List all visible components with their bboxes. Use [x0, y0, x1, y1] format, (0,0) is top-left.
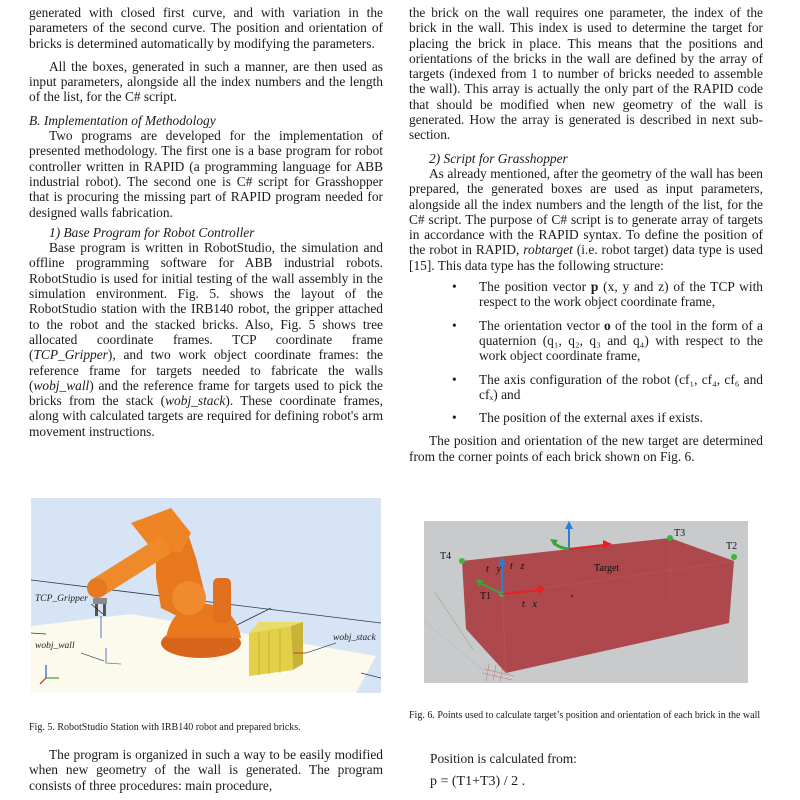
- text-span: ) and the reference frame for targets used to pick the bricks from the stack (: [29, 377, 383, 409]
- position-intro-text: Position is calculated from:: [430, 751, 577, 766]
- bullet-icon: •: [452, 371, 457, 387]
- italic-wobj-stack: wobj_stack: [165, 393, 226, 409]
- paragraph-continued: generated with closed first curve, and with variation in the parameters of the second curve. The position and orientation of bricks is determined automatically by modifying the parameters.: [29, 5, 383, 51]
- paragraph-script: [409, 166, 763, 273]
- robtarget-structure-list: [409, 279, 763, 425]
- left-column: [29, 5, 383, 439]
- label-t1: T1: [480, 591, 492, 602]
- italic-wobj-wall: wobj_wall: [33, 377, 90, 393]
- subsection-heading-2: 2) Script for Grasshopper: [429, 150, 568, 166]
- bullet-icon: •: [452, 279, 457, 295]
- bullet-icon: •: [452, 410, 457, 426]
- paragraph-continued-right: the brick on the wall requires one parameter, the index of the brick in the wall. This index is used to determine the target for placing the brick in place. This means that the positions and orientations of the bricks in the wall are defined by the array of targets (indexed from 1 to number of bricks needed to assemble the wall). This array is actually the only part of the RAPID code that should be modified when new geometry of the wall is generated. How the array is generated is described in next sub-section.: [409, 5, 763, 143]
- label-ty: t⃗y: [486, 564, 501, 575]
- italic-tcp-gripper: TCP_Gripper: [33, 347, 108, 363]
- paragraph-two-programs: Two programs are developed for the implementation of presented methodology. The first one is a base program for robot controller written in RAPID (a programming language for ABB industrial robot). The second one is C# script for Grasshopper that is procuring the missing part of RAPID program needed for designed walls fabrication.: [29, 128, 383, 220]
- list-item: [409, 279, 763, 310]
- text-span: The axis configuration of the robot (cf₁, cf₄, cf₆ and cfₓ) and: [479, 371, 763, 402]
- text-span: ). These coordinate frames, along with calculated targets are required for defining robot's arm movement instructions.: [29, 393, 383, 439]
- label-t2: T2: [726, 541, 738, 552]
- figure-6-brick-corner-points: [424, 521, 748, 683]
- text-span: ), and two work object coordinate frames: the reference frame for targets needed to fabricate the walls (: [29, 347, 383, 393]
- label-wobj-stack: wobj_stack: [333, 633, 376, 643]
- bold-symbol: p: [590, 279, 599, 295]
- left-column-bottom: [29, 747, 383, 793]
- label-t4: T4: [440, 551, 452, 562]
- list-item: [409, 372, 763, 403]
- list-item: [409, 318, 763, 364]
- section-heading-b: B. Implementation of Methodology: [29, 112, 216, 128]
- brick-target-illustration: [424, 521, 748, 683]
- bold-symbol: o: [604, 317, 611, 333]
- figure-5-robotstudio-station: [31, 498, 381, 693]
- text-span: As already mentioned, after the geometry of the wall has been prepared, the generated boxes are used as input parameters, alongside all the index numbers and the length of the list, for the C# script. The purpose of C# script is to generate array of targets in accordance with the RAPID syntax. To define the position of the robot in RAPID,: [409, 165, 763, 258]
- label-tx: t⃗x: [522, 599, 537, 610]
- paragraph-boxes: All the boxes, generated in such a manner, are then used as input parameters, alongside all the index numbers and the length of the list, for the C# script.: [29, 58, 383, 105]
- italic-robtarget: robtarget: [523, 242, 573, 258]
- label-wobj-wall: wobj_wall: [35, 641, 75, 651]
- paragraph-position-orientation: The position and orientation of the new target are determined from the corner points of each brick shown on Fig. 6.: [409, 433, 763, 464]
- label-target: Target: [594, 563, 620, 574]
- text-span: (x, y and z) of the TCP with respect to the work object coordinate frame,: [479, 279, 763, 310]
- text-span: (i.e. robot target) data type is used [15]. This data type has the following structure:: [409, 242, 763, 273]
- figure-5-caption: Fig. 5. RobotStudio Station with IRB140 robot and prepared bricks.: [29, 722, 301, 733]
- text-span: The position vector: [479, 279, 591, 295]
- text-span: of the tool in the form of a quaternion (q₁, q₂, q₃ and q₄) with respect to the work object coordinate frame,: [479, 317, 764, 364]
- bullet-icon: •: [452, 317, 457, 333]
- text-span: Base program is written in RobotStudio, the simulation and offline programming software for ABB industrial robots. RobotStudio is used for initial testing of the wall assembly in the simulation environment. Fig. 5. shows the layout of the RobotStudio station with the IRB140 robot, the gripper attached to the robot and the stacked bricks. Also, Fig. 5 shows tree allocated coordinate frames. TCP coordinate frame (: [29, 240, 383, 363]
- text-span: The position of the external axes if exists.: [479, 410, 703, 426]
- text-span: The orientation vector: [479, 317, 605, 333]
- paragraph-program-organized: The program is organized in such a way to be easily modified when new geometry of the wall is generated. The program consists of three procedures: main procedure,: [29, 747, 383, 793]
- position-equation: p = (T1+T3) / 2 .: [430, 774, 526, 789]
- paragraph-base-program: [29, 240, 383, 439]
- right-column: [409, 5, 763, 464]
- label-tz: t⃗z: [510, 561, 525, 572]
- label-tcp-gripper: TCP_Gripper: [35, 594, 88, 604]
- list-item: [409, 410, 763, 425]
- figure-6-caption: Fig. 6. Points used to calculate target’s position and orientation of each brick in the wall: [409, 710, 761, 721]
- label-t3: T3: [674, 528, 686, 539]
- subsection-heading-1: 1) Base Program for Robot Controller: [49, 224, 255, 240]
